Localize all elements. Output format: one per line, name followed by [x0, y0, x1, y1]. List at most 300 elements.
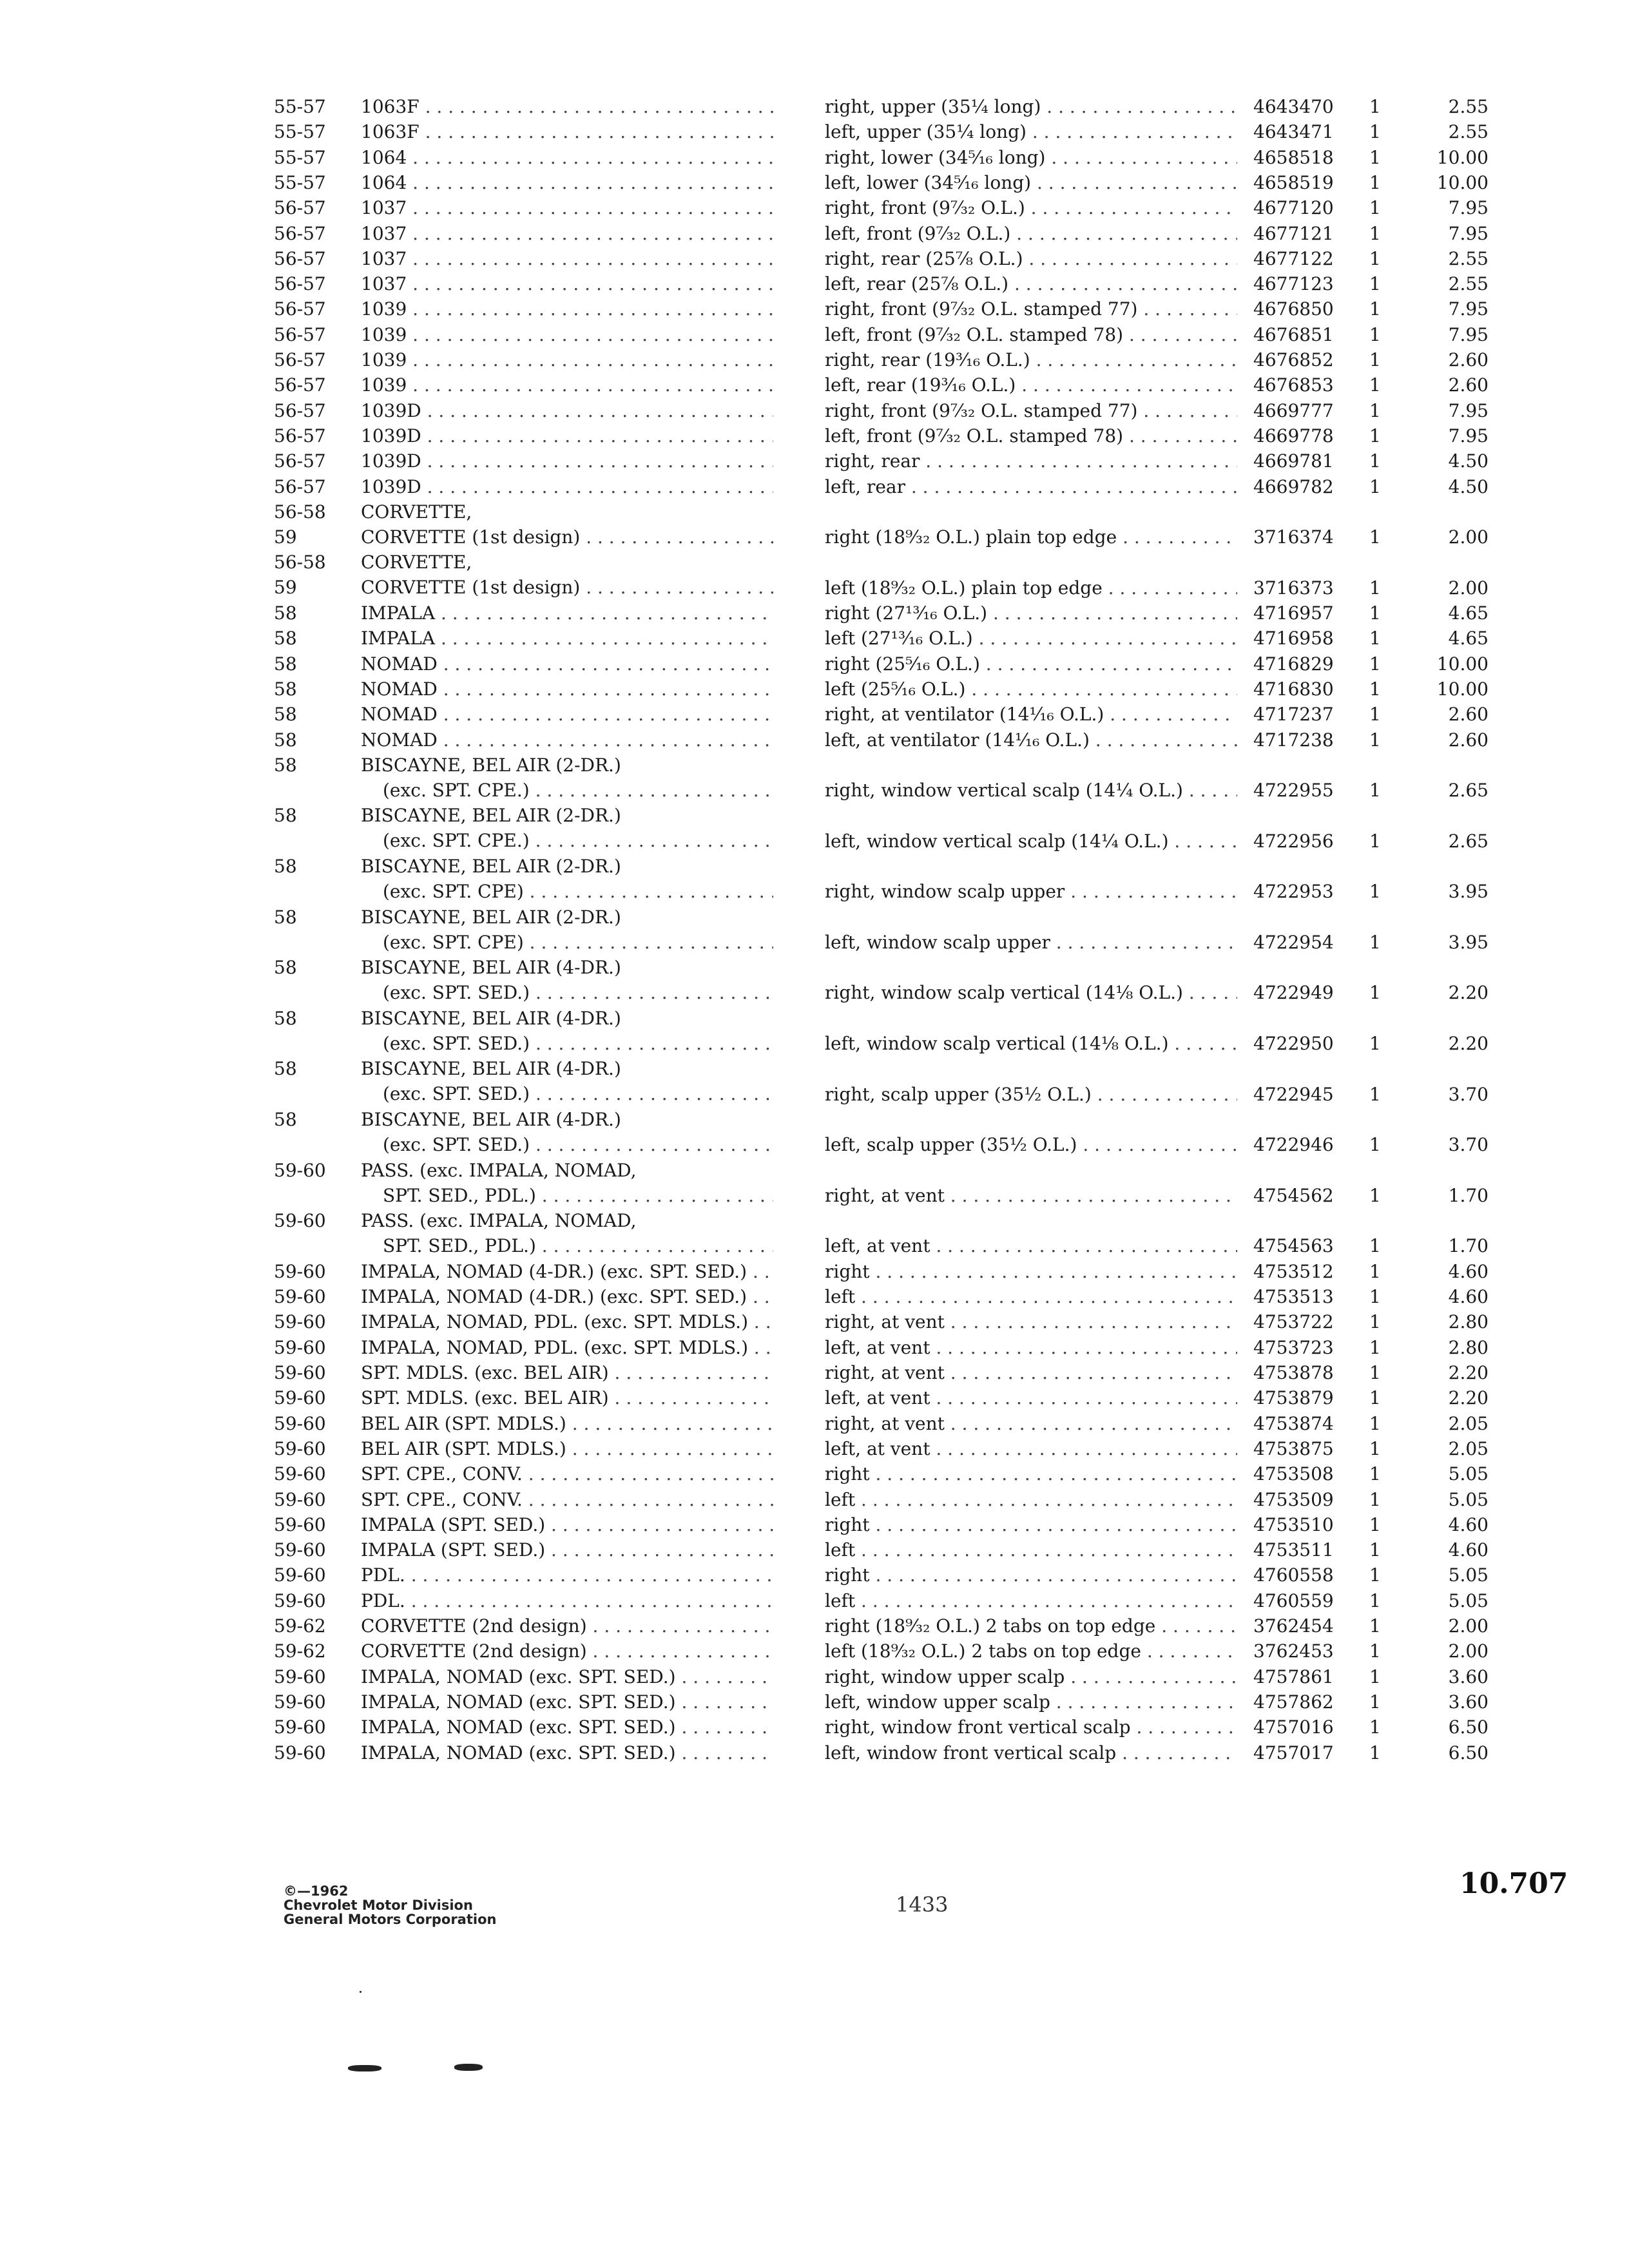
- quantity-cell: 1: [1369, 171, 1381, 193]
- model-cell: 1039 . . .: [361, 322, 773, 347]
- year-cell: 55-57: [274, 146, 326, 168]
- description-cell: right . . .: [825, 1512, 1237, 1537]
- year-cell: 59-60: [274, 1488, 326, 1510]
- model-cell: 1039 . . .: [361, 296, 773, 322]
- year-cell: 59-60: [274, 1514, 326, 1535]
- part-number-cell: 4757862: [1253, 1691, 1334, 1713]
- model-cell: IMPALA (SPT. SED.) . . .: [361, 1512, 773, 1537]
- quantity-cell: 1: [1369, 121, 1381, 143]
- description-cell: right (27¹³⁄₁₆ O.L.) . . .: [825, 601, 1237, 626]
- part-number-cell: 4722953: [1253, 881, 1334, 903]
- table-row: [274, 1562, 1537, 1588]
- price-cell: 2.05: [1448, 1412, 1489, 1434]
- price-cell: 6.50: [1448, 1742, 1489, 1763]
- year-cell: 56-57: [274, 450, 326, 472]
- part-number-cell: 4676850: [1253, 298, 1334, 320]
- year-cell: 56-57: [274, 349, 326, 370]
- year-cell: 59-62: [274, 1615, 326, 1637]
- price-cell: 5.05: [1448, 1463, 1489, 1485]
- description-cell: left, at ventilator (14¹⁄₁₆ O.L.) . . .: [825, 727, 1237, 753]
- description-cell: left (27¹³⁄₁₆ O.L.) . . .: [825, 626, 1237, 651]
- quantity-cell: 1: [1369, 1387, 1381, 1409]
- quantity-cell: 1: [1369, 1514, 1381, 1535]
- model-cell: CORVETTE (2nd design) . . .: [361, 1613, 773, 1639]
- table-row: [274, 1360, 1537, 1385]
- part-number-cell: 4716958: [1253, 628, 1334, 649]
- model-cell: 1039D . . .: [361, 448, 773, 474]
- quantity-cell: 1: [1369, 1615, 1381, 1637]
- description-cell: right, window upper scalp . . .: [825, 1664, 1237, 1689]
- year-cell: 55-57: [274, 121, 326, 143]
- table-row: [274, 550, 1537, 601]
- year-cell: 56-57: [274, 222, 326, 244]
- table-row: [274, 372, 1537, 398]
- part-number-cell: 3716373: [1253, 577, 1334, 599]
- part-number-cell: 4717237: [1253, 704, 1334, 726]
- year-cell: 59-60: [274, 1336, 326, 1358]
- description-cell: left, window vertical scalp (14¼ O.L.) . . .: [825, 829, 1237, 854]
- table-row: [274, 1158, 1537, 1209]
- model-cell: BISCAYNE, BEL AIR (4-DR.) (exc. SPT. SED.) . . .: [361, 955, 773, 1005]
- part-number-cell: 4722955: [1253, 780, 1334, 802]
- year-cell: 58: [274, 957, 297, 979]
- part-number-cell: 4753509: [1253, 1488, 1334, 1510]
- price-cell: 3.95: [1448, 881, 1489, 903]
- model-cell: NOMAD . . .: [361, 651, 773, 677]
- part-number-cell: 4753513: [1253, 1286, 1334, 1308]
- quantity-cell: 1: [1369, 247, 1381, 269]
- quantity-cell: 1: [1369, 1666, 1381, 1687]
- table-row: [274, 1689, 1537, 1715]
- year-cell: 59-60: [274, 1362, 326, 1383]
- quantity-cell: 1: [1369, 1184, 1381, 1206]
- model-cell: NOMAD . . .: [361, 702, 773, 727]
- model-cell: 1037 . . .: [361, 246, 773, 271]
- description-cell: left . . .: [825, 1588, 1237, 1613]
- description-cell: right, scalp upper (35½ O.L.) . . .: [825, 1082, 1237, 1107]
- description-cell: left, at vent . . .: [825, 1335, 1237, 1360]
- table-row: [274, 474, 1537, 499]
- year-cell: 58: [274, 754, 297, 776]
- quantity-cell: 1: [1369, 830, 1381, 852]
- table-row: [274, 1664, 1537, 1689]
- year-cell: 58: [274, 628, 297, 649]
- part-number-cell: 4753508: [1253, 1463, 1334, 1485]
- model-cell: BEL AIR (SPT. MDLS.) . . .: [361, 1436, 773, 1461]
- price-cell: 2.55: [1448, 247, 1489, 269]
- quantity-cell: 1: [1369, 450, 1381, 472]
- table-row: [274, 677, 1537, 702]
- year-cell: 56-57: [274, 298, 326, 320]
- price-cell: 5.05: [1448, 1488, 1489, 1510]
- model-cell: 1039 . . .: [361, 347, 773, 372]
- description-cell: right, front (9⁷⁄₃₂ O.L. stamped 77) . . .: [825, 296, 1237, 322]
- description-cell: left, front (9⁷⁄₃₂ O.L. stamped 78) . . .: [825, 423, 1237, 448]
- quantity-cell: 1: [1369, 374, 1381, 396]
- part-number-cell: 4753722: [1253, 1311, 1334, 1333]
- table-row: [274, 803, 1537, 854]
- table-row: [274, 1639, 1537, 1664]
- price-cell: 7.95: [1448, 197, 1489, 219]
- price-cell: 2.80: [1448, 1311, 1489, 1333]
- quantity-cell: 1: [1369, 222, 1381, 244]
- quantity-cell: 1: [1369, 476, 1381, 497]
- part-number-cell: 4717238: [1253, 729, 1334, 751]
- table-row: [274, 1512, 1537, 1537]
- quantity-cell: 1: [1369, 526, 1381, 548]
- table-row: [274, 246, 1537, 271]
- quantity-cell: 1: [1369, 1311, 1381, 1333]
- part-number-cell: 4677121: [1253, 222, 1334, 244]
- table-row: [274, 271, 1537, 296]
- part-number-cell: 4677120: [1253, 197, 1334, 219]
- table-row: [274, 119, 1537, 144]
- table-row: [274, 1309, 1537, 1334]
- quantity-cell: 1: [1369, 1691, 1381, 1713]
- part-number-cell: 4753878: [1253, 1362, 1334, 1383]
- model-cell: 1037 . . .: [361, 195, 773, 220]
- table-row: [274, 1107, 1537, 1158]
- part-number-cell: 4722949: [1253, 982, 1334, 1004]
- part-number-cell: 4669781: [1253, 450, 1334, 472]
- year-cell: 58: [274, 1109, 297, 1130]
- description-cell: right, at vent . . .: [825, 1411, 1237, 1436]
- page-number: 1433: [896, 1892, 949, 1917]
- year-cell: 59-60: [274, 1666, 326, 1687]
- year-cell: 59-60: [274, 1590, 326, 1611]
- table-row: [274, 905, 1537, 956]
- quantity-cell: 1: [1369, 678, 1381, 700]
- price-cell: 4.50: [1448, 476, 1489, 497]
- description-cell: right (25⁵⁄₁₆ O.L.) . . .: [825, 651, 1237, 677]
- price-cell: 2.55: [1448, 121, 1489, 143]
- model-cell: NOMAD . . .: [361, 727, 773, 753]
- ink-dot: [360, 1991, 361, 1993]
- part-number-cell: 4760558: [1253, 1564, 1334, 1586]
- part-number-cell: 4677123: [1253, 273, 1334, 295]
- table-row: [274, 854, 1537, 905]
- model-cell: BISCAYNE, BEL AIR (4-DR.) (exc. SPT. SED.) . . .: [361, 1107, 773, 1157]
- description-cell: right, window vertical scalp (14¼ O.L.) . . .: [825, 778, 1237, 803]
- model-cell: BEL AIR (SPT. MDLS.) . . .: [361, 1411, 773, 1436]
- table-row: [274, 1588, 1537, 1613]
- price-cell: 3.70: [1448, 1134, 1489, 1156]
- year-cell: 58: [274, 1058, 297, 1080]
- model-cell: CORVETTE, CORVETTE (1st design) . . .: [361, 550, 773, 600]
- price-cell: 2.65: [1448, 830, 1489, 852]
- quantity-cell: 1: [1369, 1716, 1381, 1738]
- table-row: [274, 347, 1537, 372]
- part-number-cell: 4754562: [1253, 1184, 1334, 1206]
- price-cell: 2.20: [1448, 982, 1489, 1004]
- description-cell: right . . .: [825, 1562, 1237, 1588]
- year-cell: 56-57: [274, 197, 326, 219]
- model-cell: 1063F . . .: [361, 94, 773, 119]
- price-cell: 2.00: [1448, 1615, 1489, 1637]
- table-row: [274, 727, 1537, 753]
- model-cell: CORVETTE, CORVETTE (1st design) . . .: [361, 499, 773, 550]
- price-cell: 7.95: [1448, 323, 1489, 345]
- price-cell: 2.60: [1448, 374, 1489, 396]
- quantity-cell: 1: [1369, 780, 1381, 802]
- model-cell: BISCAYNE, BEL AIR (2-DR.) (exc. SPT. CPE.) . . .: [361, 753, 773, 803]
- model-cell: IMPALA, NOMAD (4-DR.) (exc. SPT. SED.) . . .: [361, 1259, 773, 1284]
- description-cell: right, window scalp vertical (14⅛ O.L.) . . .: [825, 980, 1237, 1005]
- description-cell: left (25⁵⁄₁₆ O.L.) . . .: [825, 677, 1237, 702]
- price-cell: 10.00: [1436, 146, 1489, 168]
- table-row: [274, 1385, 1537, 1410]
- price-cell: 10.00: [1436, 171, 1489, 193]
- table-row: [274, 1006, 1537, 1057]
- year-cell: 55-57: [274, 96, 326, 117]
- quantity-cell: 1: [1369, 729, 1381, 751]
- quantity-cell: 1: [1369, 96, 1381, 117]
- description-cell: right (18⁹⁄₃₂ O.L.) plain top edge . . .: [825, 524, 1237, 550]
- description-cell: right, at vent . . .: [825, 1183, 1237, 1208]
- model-cell: IMPALA, NOMAD (exc. SPT. SED.) . . .: [361, 1689, 773, 1715]
- price-cell: 5.05: [1448, 1590, 1489, 1611]
- model-cell: NOMAD . . .: [361, 677, 773, 702]
- price-cell: 7.95: [1448, 425, 1489, 447]
- part-number-cell: 4753512: [1253, 1260, 1334, 1282]
- price-cell: 3.60: [1448, 1666, 1489, 1687]
- quantity-cell: 1: [1369, 1488, 1381, 1510]
- part-number-cell: 4669778: [1253, 425, 1334, 447]
- table-row: [274, 955, 1537, 1006]
- year-cell: 58: [274, 1007, 297, 1029]
- price-cell: 2.00: [1448, 526, 1489, 548]
- year-cell: 56-57: [274, 374, 326, 396]
- description-cell: left . . .: [825, 1284, 1237, 1309]
- part-number-cell: 4757016: [1253, 1716, 1334, 1738]
- year-cell: 58: [274, 856, 297, 877]
- part-number-cell: 4722950: [1253, 1033, 1334, 1055]
- description-cell: left . . .: [825, 1537, 1237, 1562]
- description-cell: right (18⁹⁄₃₂ O.L.) 2 tabs on top edge . . .: [825, 1613, 1237, 1639]
- description-cell: right, window front vertical scalp . . .: [825, 1715, 1237, 1740]
- model-cell: PDL. . . .: [361, 1588, 773, 1613]
- price-cell: 6.50: [1448, 1716, 1489, 1738]
- description-cell: left . . .: [825, 1487, 1237, 1512]
- model-cell: IMPALA, NOMAD, PDL. (exc. SPT. MDLS.) . . .: [361, 1309, 773, 1334]
- year-cell: 58: [274, 704, 297, 726]
- quantity-cell: 1: [1369, 881, 1381, 903]
- year-cell: 59-60: [274, 1539, 326, 1561]
- quantity-cell: 1: [1369, 931, 1381, 953]
- price-cell: 4.60: [1448, 1514, 1489, 1535]
- table-row: [274, 195, 1537, 220]
- table-row: [274, 1715, 1537, 1740]
- price-cell: 2.60: [1448, 349, 1489, 370]
- year-cell: 56-57: [274, 247, 326, 269]
- price-cell: 10.00: [1436, 678, 1489, 700]
- year-cell: 59-60: [274, 1387, 326, 1409]
- quantity-cell: 1: [1369, 1564, 1381, 1586]
- description-cell: right, front (9⁷⁄₃₂ O.L.) . . .: [825, 195, 1237, 220]
- ink-smudge: [348, 2065, 381, 2071]
- quantity-cell: 1: [1369, 349, 1381, 370]
- price-cell: 2.00: [1448, 577, 1489, 599]
- table-row: [274, 499, 1537, 550]
- year-cell: 59-60: [274, 1210, 326, 1232]
- year-cell: 58: [274, 805, 297, 827]
- price-cell: 4.60: [1448, 1260, 1489, 1282]
- table-row: [274, 170, 1537, 195]
- part-number-cell: 4669777: [1253, 399, 1334, 421]
- part-number-cell: 4716830: [1253, 678, 1334, 700]
- quantity-cell: 1: [1369, 1463, 1381, 1485]
- year-cell: 58: [274, 678, 297, 700]
- table-row: [274, 221, 1537, 246]
- description-cell: right, rear (25⅞ O.L.) . . .: [825, 246, 1237, 271]
- part-number-cell: 4658518: [1253, 146, 1334, 168]
- description-cell: right, rear (19³⁄₁₆ O.L.) . . .: [825, 347, 1237, 372]
- year-cell: 56-57: [274, 323, 326, 345]
- model-cell: BISCAYNE, BEL AIR (4-DR.) (exc. SPT. SED.) . . .: [361, 1056, 773, 1106]
- model-cell: SPT. CPE., CONV. . . .: [361, 1461, 773, 1486]
- quantity-cell: 1: [1369, 602, 1381, 624]
- price-cell: 2.05: [1448, 1437, 1489, 1459]
- model-cell: CORVETTE (2nd design) . . .: [361, 1639, 773, 1664]
- price-cell: 4.50: [1448, 450, 1489, 472]
- quantity-cell: 1: [1369, 1286, 1381, 1308]
- quantity-cell: 1: [1369, 273, 1381, 295]
- price-cell: 1.70: [1448, 1235, 1489, 1257]
- model-cell: 1039D . . .: [361, 398, 773, 423]
- price-cell: 3.95: [1448, 931, 1489, 953]
- year-cell: 59-60: [274, 1463, 326, 1485]
- year-cell: 56-57: [274, 273, 326, 295]
- price-cell: 3.70: [1448, 1083, 1489, 1105]
- table-row: [274, 1613, 1537, 1639]
- quantity-cell: 1: [1369, 628, 1381, 649]
- part-number-cell: 4676851: [1253, 323, 1334, 345]
- description-cell: left (18⁹⁄₃₂ O.L.) 2 tabs on top edge . . .: [825, 1639, 1237, 1664]
- description-cell: left, front (9⁷⁄₃₂ O.L.) . . .: [825, 221, 1237, 246]
- quantity-cell: 1: [1369, 425, 1381, 447]
- table-row: [274, 1056, 1537, 1107]
- price-cell: 2.60: [1448, 729, 1489, 751]
- division-line: Chevrolet Motor Division: [284, 1898, 473, 1913]
- description-cell: left, rear (25⅞ O.L.) . . .: [825, 271, 1237, 296]
- quantity-cell: 1: [1369, 323, 1381, 345]
- quantity-cell: 1: [1369, 653, 1381, 675]
- table-row: [274, 296, 1537, 322]
- model-cell: IMPALA, NOMAD (4-DR.) (exc. SPT. SED.) . . .: [361, 1284, 773, 1309]
- quantity-cell: 1: [1369, 146, 1381, 168]
- price-cell: 2.20: [1448, 1033, 1489, 1055]
- model-cell: 1064 . . .: [361, 145, 773, 170]
- table-row: [274, 702, 1537, 727]
- description-cell: left, lower (34⁵⁄₁₆ long) . . .: [825, 170, 1237, 195]
- year-cell: 59-60: [274, 1260, 326, 1282]
- part-number-cell: 4753874: [1253, 1412, 1334, 1434]
- model-cell: IMPALA, NOMAD, PDL. (exc. SPT. MDLS.) . . .: [361, 1335, 773, 1360]
- price-cell: 4.65: [1448, 602, 1489, 624]
- table-row: [274, 1537, 1537, 1562]
- description-cell: left, window scalp vertical (14⅛ O.L.) . . .: [825, 1031, 1237, 1056]
- model-cell: 1064 . . .: [361, 170, 773, 195]
- part-number-cell: 4722956: [1253, 830, 1334, 852]
- quantity-cell: 1: [1369, 1336, 1381, 1358]
- corporation-line: General Motors Corporation: [284, 1912, 497, 1927]
- part-number-cell: 4722954: [1253, 931, 1334, 953]
- year-cell: 59-60: [274, 1716, 326, 1738]
- ink-smudge: [454, 2064, 483, 2071]
- part-number-cell: 3762453: [1253, 1640, 1334, 1662]
- part-number-cell: 4753875: [1253, 1437, 1334, 1459]
- model-cell: 1037 . . .: [361, 271, 773, 296]
- copyright-line: ©—1962: [284, 1883, 349, 1899]
- table-row: [274, 448, 1537, 474]
- model-cell: 1039D . . .: [361, 423, 773, 448]
- description-cell: left, scalp upper (35½ O.L.) . . .: [825, 1132, 1237, 1157]
- quantity-cell: 1: [1369, 1235, 1381, 1257]
- year-cell: 59-60: [274, 1286, 326, 1308]
- quantity-cell: 1: [1369, 1539, 1381, 1561]
- part-number-cell: 3762454: [1253, 1615, 1334, 1637]
- quantity-cell: 1: [1369, 1033, 1381, 1055]
- quantity-cell: 1: [1369, 197, 1381, 219]
- part-number-cell: 4676853: [1253, 374, 1334, 396]
- price-cell: 2.80: [1448, 1336, 1489, 1358]
- part-number-cell: 4676852: [1253, 349, 1334, 370]
- quantity-cell: 1: [1369, 1412, 1381, 1434]
- table-row: [274, 753, 1537, 803]
- part-number-cell: 4658519: [1253, 171, 1334, 193]
- price-cell: 4.65: [1448, 628, 1489, 649]
- part-number-cell: 4754563: [1253, 1235, 1334, 1257]
- model-cell: 1037 . . .: [361, 221, 773, 246]
- model-cell: SPT. CPE., CONV. . . .: [361, 1487, 773, 1512]
- part-number-cell: 4753879: [1253, 1387, 1334, 1409]
- price-cell: 7.95: [1448, 222, 1489, 244]
- price-cell: 2.20: [1448, 1387, 1489, 1409]
- year-cell: 56-57: [274, 425, 326, 447]
- part-number-cell: 4753723: [1253, 1336, 1334, 1358]
- year-cell: 58: [274, 729, 297, 751]
- year-cell: 55-57: [274, 171, 326, 193]
- year-cell: 59-62: [274, 1640, 326, 1662]
- part-number-cell: 4643470: [1253, 96, 1334, 117]
- description-cell: left, window front vertical scalp . . .: [825, 1740, 1237, 1765]
- part-number-cell: 4722946: [1253, 1134, 1334, 1156]
- model-cell: IMPALA, NOMAD (exc. SPT. SED.) . . .: [361, 1715, 773, 1740]
- year-cell: 58: [274, 653, 297, 675]
- description-cell: left, window scalp upper . . .: [825, 930, 1237, 955]
- model-cell: PASS. (exc. IMPALA, NOMAD, SPT. SED., PDL.) . . .: [361, 1208, 773, 1258]
- part-number-cell: 4669782: [1253, 476, 1334, 497]
- table-row: [274, 1461, 1537, 1486]
- price-cell: 2.55: [1448, 96, 1489, 117]
- table-row: [274, 322, 1537, 347]
- model-cell: SPT. MDLS. (exc. BEL AIR) . . .: [361, 1385, 773, 1410]
- description-cell: left, upper (35¼ long) . . .: [825, 119, 1237, 144]
- description-cell: left, at vent . . .: [825, 1436, 1237, 1461]
- year-cell: 59-60: [274, 1412, 326, 1434]
- table-row: [274, 398, 1537, 423]
- model-cell: 1063F . . .: [361, 119, 773, 144]
- quantity-cell: 1: [1369, 704, 1381, 726]
- model-cell: IMPALA (SPT. SED.) . . .: [361, 1537, 773, 1562]
- price-cell: 2.60: [1448, 704, 1489, 726]
- quantity-cell: 1: [1369, 1260, 1381, 1282]
- table-row: [274, 1259, 1537, 1284]
- quantity-cell: 1: [1369, 1742, 1381, 1763]
- description-cell: left, at vent . . .: [825, 1233, 1237, 1258]
- year-cell: 59-60: [274, 1564, 326, 1586]
- description-cell: left (18⁹⁄₃₂ O.L.) plain top edge . . .: [825, 575, 1237, 601]
